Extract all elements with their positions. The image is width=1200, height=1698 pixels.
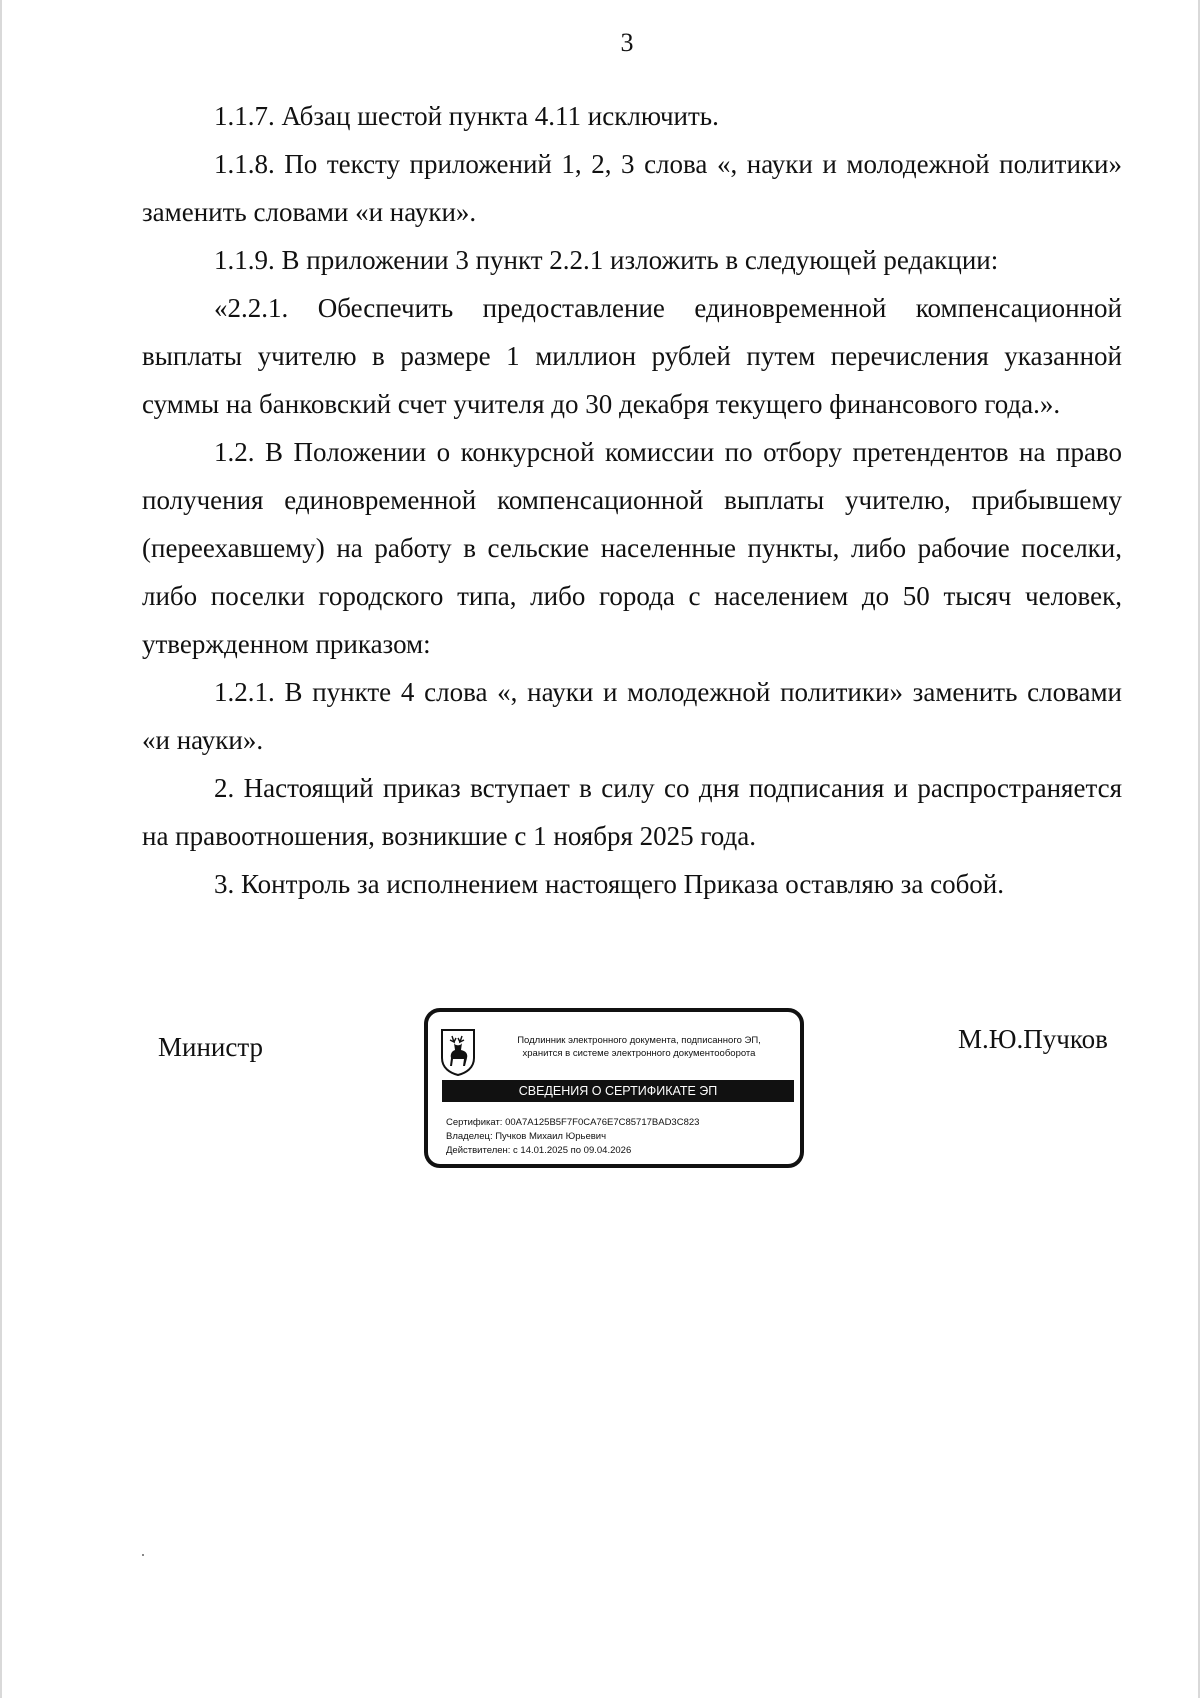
paragraph-2: 2. Настоящий приказ вступает в силу со дня подписания и распространяется на правоотношения, возникшие с 1 ноября 2025 года. [142, 773, 1122, 851]
page-number: 3 [620, 28, 634, 57]
deer-coat-of-arms-icon [440, 1028, 476, 1076]
stamp-certificate-number: Сертификат: 00A7A125B5F7F0CA76E7C85717BAD3C823 [446, 1117, 700, 1128]
signatory-name: М.Ю.Пучков [958, 1024, 1108, 1054]
stamp-header: СВЕДЕНИЯ О СЕРТИФИКАТЕ ЭП [442, 1080, 794, 1102]
paragraph-3: 3. Контроль за исполнением настоящего Приказа оставляю за собой. [214, 869, 1005, 899]
electronic-signature-stamp [424, 1008, 804, 1168]
paragraph-2-2-1-quote: «2.2.1. Обеспечить предоставление единовременной компенсационной выплаты учителю в размере 1 миллион рублей путем перечисления указанной суммы на банковский счет учителя до 30 декабря текущего финансового года.». [142, 293, 1122, 419]
signatory-title: Министр [158, 1032, 263, 1062]
paragraph-1-1-8: 1.1.8. По тексту приложений 1, 2, 3 слова «, науки и молодежной политики» заменить словами «и науки». [142, 149, 1122, 227]
stamp-note-line-2: хранится в системе электронного документооборота [522, 1048, 756, 1059]
scan-speck [142, 1554, 144, 1556]
stamp-note [484, 1034, 794, 1060]
paragraph-1-2: 1.2. В Положении о конкурсной комиссии по отбору претендентов на право получения единовременной компенсационной выплаты учителю, прибывшему (переехавшему) на работу в сельские населенные пункты, либо рабочие поселки, либо поселки городского типа, либо города с населением до 50 тысяч человек, утвержденном приказом: [142, 437, 1122, 659]
paragraph-1-1-9: 1.1.9. В приложении 3 пункт 2.2.1 изложить в следующей редакции: [214, 245, 999, 275]
stamp-note-line-1: Подлинник электронного документа, подписанного ЭП, [517, 1035, 761, 1046]
stamp-validity: Действителен: с 14.01.2025 по 09.04.2026 [446, 1145, 632, 1156]
stamp-certificate-details [446, 1116, 796, 1158]
paragraph-1-1-7: 1.1.7. Абзац шестой пункта 4.11 исключить. [214, 101, 719, 131]
page-left-edge [0, 0, 2, 1698]
document-body [142, 92, 1122, 908]
paragraph-1-2-1: 1.2.1. В пункте 4 слова «, науки и молодежной политики» заменить словами «и науки». [142, 677, 1122, 755]
stamp-owner: Владелец: Пучков Михаил Юрьевич [446, 1131, 607, 1142]
